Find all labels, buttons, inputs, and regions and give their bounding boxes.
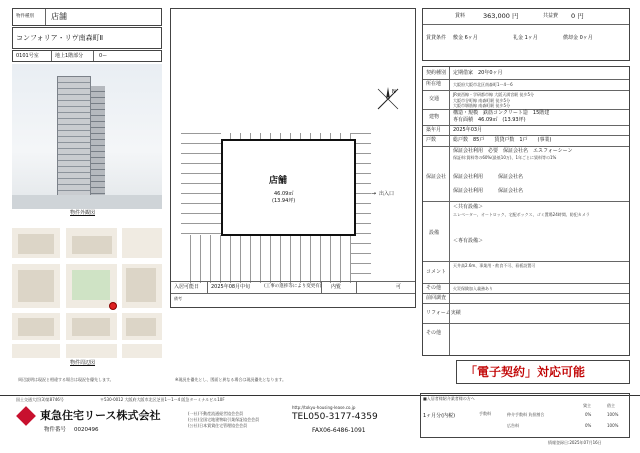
category-label: 物件種別	[16, 14, 34, 19]
agent-info-box	[420, 393, 630, 438]
survey-label: 前回調査	[426, 295, 447, 301]
property-number-label: 物件番号	[44, 427, 67, 433]
contract-type-label: 契約種別	[426, 70, 447, 76]
company-logo-icon	[16, 406, 36, 426]
fee-row-2-lessor: 0%	[585, 423, 592, 428]
building-side-image	[91, 86, 105, 209]
contract-type-value: 定期借家 20年0ヶ月	[453, 70, 503, 76]
svg-text:N: N	[392, 89, 396, 95]
reikin: 礼金 1ヶ月	[513, 35, 538, 41]
rent-label: 賃料	[455, 13, 466, 19]
view-value: 可	[396, 284, 402, 290]
room-number: 0101号室	[16, 53, 39, 59]
guarantor-line-3: 保証会社利用 保証会社名	[453, 188, 524, 194]
fee-row-1-lessor: 0%	[585, 412, 592, 417]
company-address: 〒530-0012 大阪府大阪市北区芝田1ー1ー4 阪急ターミナルビル10F	[100, 397, 225, 402]
move-in-value: 2025年08月中旬	[211, 284, 251, 290]
company-name: 東急住宅リース株式会社	[40, 409, 161, 422]
other2-label: その他	[426, 330, 442, 336]
comment-text: 天井高2.6m、事業用・飲食不可、看板設置可	[453, 263, 536, 268]
deposit-label: 賃貸条件	[426, 35, 447, 41]
property-name: コンフォリア・リヴ南森町Ⅱ	[16, 34, 104, 42]
rent-value: 363,000 円	[483, 12, 519, 20]
traffic-line-3: 大阪市堺筋線 南森町駅 徒歩5分	[453, 103, 511, 108]
telephone-number[interactable]: TEL050-3177-4359	[292, 412, 378, 422]
view-label: 内覧	[331, 284, 342, 290]
reform-label: リフォーム実績	[426, 310, 461, 316]
website-url[interactable]: http://tokyu-housing-lease.co.jp	[292, 405, 356, 410]
common-equipment-heading: ＜共有設備＞	[453, 204, 484, 210]
guarantor-label: 保証会社	[426, 174, 447, 180]
built-label: 築年月	[426, 127, 442, 133]
room-label: 店舗	[269, 176, 288, 186]
units-value: 総戸数 85戸 賃貸戸数 1戸 (事業)	[453, 137, 552, 143]
building-label: 建物	[429, 114, 440, 120]
agent-box-title: ■入居者様紹介業者様の方へ	[423, 396, 475, 401]
e-contract-banner	[456, 360, 630, 384]
shikikin: 敷金 6ヶ月	[453, 35, 478, 41]
banner-text: 「電子契約」対応可能	[465, 365, 586, 379]
fee-table-header-lessor: 貸主	[583, 403, 591, 408]
fee-period: 1ヶ月分(内税)	[423, 413, 456, 419]
fax-number: FAX06-6486-1091	[312, 427, 366, 434]
area-value: 専有面積 46.09㎡ (13.93坪)	[453, 117, 526, 123]
common-fee-label: 共益費	[543, 13, 559, 19]
address-value: 大阪府大阪市北区南森町1ー4ー6	[453, 82, 513, 87]
guarantor-line-1: 保証会社利用 必要 保証会社名 エスフォーシーン	[453, 148, 573, 154]
room-note: 0ー	[99, 53, 108, 59]
fee-label: 手数料	[479, 411, 491, 416]
floor-plan-frame	[170, 8, 416, 308]
registration-date: 情報登録日:2025年07月16日	[548, 440, 602, 445]
association-1: (一社)不動産流通経営協会会員	[188, 411, 244, 416]
map-caption: 物件周辺図	[70, 360, 96, 366]
traffic-line-2: 大阪市谷町線 南森町駅 徒歩5分	[453, 98, 511, 103]
room-area-sqm: 46.09㎡	[274, 191, 294, 197]
private-equipment-heading: ＜専有設備＞	[453, 238, 484, 244]
remarks-label: 備考	[174, 296, 182, 301]
move-in-label: 入居可能日	[174, 284, 200, 290]
units-label: 戸数	[426, 137, 437, 143]
common-equipment-list: エレベーター、オートロック、宅配ボックス、ゴミ置場24時間、防犯カメラ	[453, 212, 590, 217]
photo-caption: 物件外観図	[70, 210, 96, 216]
comment-label: コメント	[426, 269, 447, 275]
area-map	[12, 228, 162, 358]
rent-box	[422, 8, 630, 61]
left-note: 周辺説明は現況と相違する場合は現況を優先します。	[18, 377, 114, 382]
building-photo	[12, 64, 162, 209]
address-label: 所在地	[426, 81, 442, 87]
association-2: (公社)全国宅地建物取引業保証協会会員	[188, 417, 260, 422]
terrace-area-bottom	[181, 235, 371, 283]
guarantor-note: 保証料:賃料等の60%(最低10万)、1年ごとに賃料等の1%	[453, 155, 557, 160]
fee-row-2-label: 広告料	[507, 423, 519, 428]
equipment-label: 設備	[429, 230, 440, 236]
traffic-line-1: JR東西線・学研都市線 大阪天満宮駅 徒歩5分	[453, 92, 535, 97]
fee-row-2-lessee: 100%	[607, 423, 619, 428]
entrance-arrow-icon: →	[371, 190, 377, 197]
entrance-label: 出入口	[379, 191, 395, 197]
license-number: 国土交通大臣(3)第8746号	[16, 397, 64, 402]
floor-label: 地上1階部分	[55, 53, 84, 59]
move-in-note: (工事の進捗等により変更有)	[264, 284, 322, 289]
structure-value: 構造・規模 鉄筋コンクリート造 15階建	[453, 110, 550, 116]
property-name-box	[12, 27, 162, 49]
property-number: 0020496	[74, 427, 99, 433]
built-value: 2025年03月	[453, 127, 483, 133]
traffic-label: 交通	[429, 96, 440, 102]
other-text: 火災保険加入義務あり	[453, 286, 493, 291]
room-area-tsubo: (13.94坪)	[272, 198, 296, 204]
room-box	[12, 50, 162, 62]
fee-row-1-lessee: 100%	[607, 412, 619, 417]
shop-room	[221, 139, 356, 236]
category-value: 店舗	[51, 12, 67, 21]
association-3: (公社)日本賃貸住宅管理協会会員	[188, 423, 248, 428]
fee-row-1-label: 仲介手数料 負担割合	[507, 412, 545, 417]
other-label: その他	[426, 285, 442, 291]
building-tower-image	[57, 76, 91, 209]
plan-footnote: ※現況を優先とし、図面と異なる場合は現況優先となります。	[175, 377, 287, 382]
guarantor-line-2: 保証会社利用 保証会社名	[453, 174, 524, 180]
common-fee-value: 0 円	[571, 12, 584, 20]
property-location-pin	[109, 302, 117, 310]
kyakin: 償却金 0ヶ月	[563, 35, 593, 41]
fee-table-header-lessee: 借主	[607, 403, 615, 408]
details-box	[422, 66, 630, 356]
north-compass-icon	[376, 87, 400, 111]
category-box	[12, 8, 162, 26]
